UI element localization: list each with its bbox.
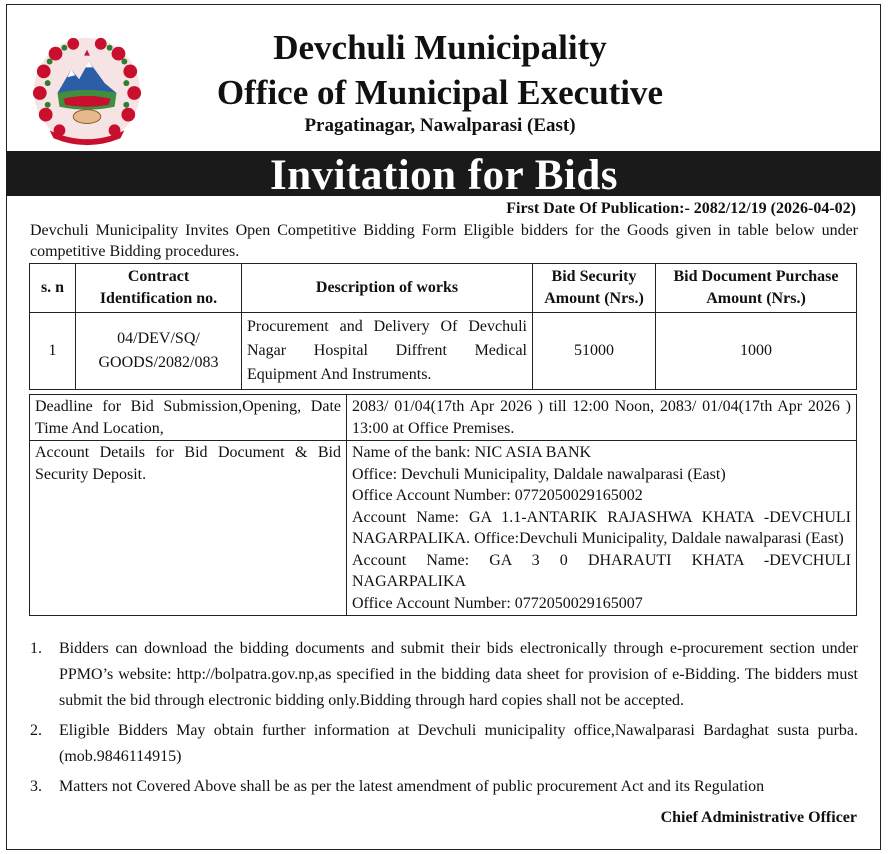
publication-date: First Date Of Publication:- 2082/12/19 (2026-04-02) — [506, 200, 856, 217]
cell-doc-amount: 1000 — [656, 313, 857, 390]
bank-office: Office: Devchuli Municipality, Daldale nawalparasi (East) — [352, 465, 726, 483]
deadline-label: Deadline for Bid Submission,Opening, Date Time And Location, — [30, 395, 347, 441]
municipality-name: Devchuli Municipality — [273, 28, 607, 67]
note-number: 2. — [30, 722, 42, 739]
account-label: Account Details for Bid Document & Bid Security Deposit. — [30, 441, 347, 616]
note-number: 3. — [30, 778, 42, 795]
account-details — [347, 441, 857, 616]
account-name-1: Account Name: GA 1.1-ANTARIK RAJASHWA KHATA -DEVCHULI NAGARPALIKA. Office:Devchuli Municipality, Daldale nawalparasi (East) — [352, 508, 851, 547]
office-address: Pragatinagar, Nawalparasi (East) — [304, 115, 576, 136]
banner-title: Invitation for Bids — [270, 152, 618, 199]
note-text: Eligible Bidders May obtain further information at Devchuli municipality office,Nawalparasi Bardaghat susta purba.(mob.9846114915) — [59, 722, 858, 765]
account-number-2: Office Account Number: 0772050029165007 — [352, 594, 643, 612]
list-item — [30, 774, 858, 800]
note-number: 1. — [30, 640, 42, 657]
cell-sn: 1 — [30, 313, 76, 390]
deadline-value: 2083/ 01/04(17th Apr 2026 ) till 12:00 Noon, 2083/ 01/04(17th Apr 2026 ) 13:00 at Office Premises. — [347, 395, 857, 441]
bid-table-header — [30, 264, 857, 313]
signature: Chief Administrative Officer — [660, 809, 857, 826]
account-number-1: Office Account Number: 0772050029165002 — [352, 487, 643, 504]
notes-list — [30, 636, 858, 804]
header-doc-amount: Bid Document Purchase Amount (Nrs.) — [656, 264, 857, 313]
intro-paragraph: Devchuli Municipality Invites Open Competitive Bidding Form Eligible bidders for the Goods given in table below under competitive Bidding procedures. — [30, 222, 858, 260]
account-name-2: Account Name: GA 3 0 DHARAUTI KHATA -DEVCHULI NAGARPALIKA — [352, 551, 851, 590]
list-item — [30, 636, 858, 714]
note-text: Matters not Covered Above shall be as per the latest amendment of public procurement Act and its Regulation — [59, 778, 765, 795]
details-table — [29, 394, 857, 616]
header-bid-security: Bid Security Amount (Nrs.) — [533, 264, 656, 313]
account-row — [30, 441, 857, 616]
cell-contract-id: 04/DEV/SQ/ GOODS/2082/083 — [76, 313, 242, 390]
cell-description: Procurement and Delivery Of Devchuli Nagar Hospital Diffrent Medical Equipment And Instruments. — [242, 313, 533, 390]
list-item — [30, 718, 858, 770]
nepal-emblem-icon — [28, 32, 146, 150]
header-description: Description of works — [242, 264, 533, 313]
note-text: Bidders can download the bidding documents and submit their bids electronically through e-procurement section under PPMO’s website: http://bolpatra.gov.np,as specified in the bidding data sheet for provision of e-Bidding. The bidders must submit the bid through electronic bidding only.Bidding through hard copies shall not be accepted. — [59, 640, 858, 709]
cell-bid-security: 51000 — [533, 313, 656, 390]
office-name: Office of Municipal Executive — [216, 73, 664, 112]
bid-table — [29, 263, 857, 390]
table-row — [30, 313, 857, 390]
bank-name: Name of the bank: NIC ASIA BANK — [352, 444, 592, 461]
header-contract-id: Contract Identification no. — [76, 264, 242, 313]
header-sn: s. n — [30, 264, 76, 313]
deadline-row — [30, 395, 857, 441]
